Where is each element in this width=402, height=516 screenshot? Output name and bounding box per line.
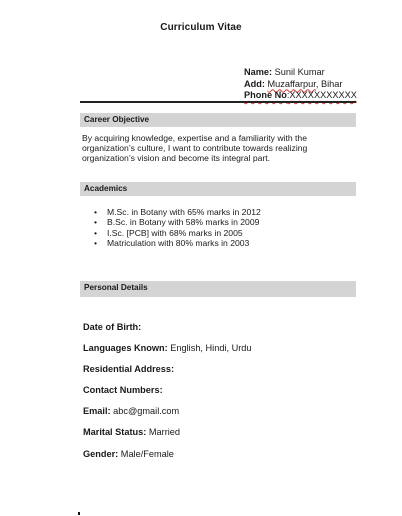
list-item: • Matriculation with 80% marks in 2003 [94,238,250,249]
address-city: Muzaffarpur [267,78,316,89]
dob-label: Date of Birth: [83,322,142,332]
email-value: abc@gmail.com [113,406,180,416]
marital-status-value: Married [148,427,181,437]
languages-field [83,343,252,353]
document-title: Curriculum Vitae [160,22,242,33]
email-label: Email: [83,406,111,416]
list-item: • I.Sc. [PCB] with 68% marks in 2005 [94,227,243,238]
career-objective-text: By acquiring knowledge, expertise and a familiarity with the organization’s culture, I want to contribute towards realizing organization’s vision and become its integral part. [82,133,308,164]
contact-numbers-field [83,385,163,395]
list-item: • B.Sc. in Botany with 58% marks in 2009 [94,217,260,228]
dob-field [83,322,141,332]
languages-value: English, Hindi, Urdu [170,343,252,353]
career-objective-heading: Career Objective [80,113,356,127]
address-row [244,79,354,91]
academics-list [94,207,261,249]
gender-label: Gender: [83,449,119,459]
contact-block [244,67,357,102]
gender-value: Male/Female [120,449,174,459]
bullet-icon: • [94,227,98,238]
gender-field [83,449,174,459]
bullet-icon: • [94,207,98,217]
list-item: • M.Sc. in Botany with 65% marks in 2012 [94,207,261,217]
phone-row [244,90,357,102]
name-label: Name: [244,67,273,77]
academics-heading: Academics [80,182,356,196]
phone-label: Phone No [244,90,287,100]
marital-status-label: Marital Status: [83,427,147,437]
address-label: Add: [244,78,265,89]
name-row [244,67,354,79]
residential-address-label: Residential Address: [83,364,175,374]
name-value: Sunil Kumar [274,67,325,77]
address-rest: , Bihar [315,78,343,89]
email-field [83,406,179,416]
header-divider [80,101,356,103]
text-cursor-mark [78,512,80,515]
bullet-icon: • [94,238,98,249]
phone-value: :XXXXXXXXXXX [286,90,357,100]
marital-status-field [83,427,180,437]
languages-label: Languages Known: [83,343,168,353]
bullet-icon: • [94,217,98,228]
contact-numbers-label: Contact Numbers: [83,385,163,395]
residential-address-field [83,364,174,374]
personal-details-heading: Personal Details [80,281,356,297]
